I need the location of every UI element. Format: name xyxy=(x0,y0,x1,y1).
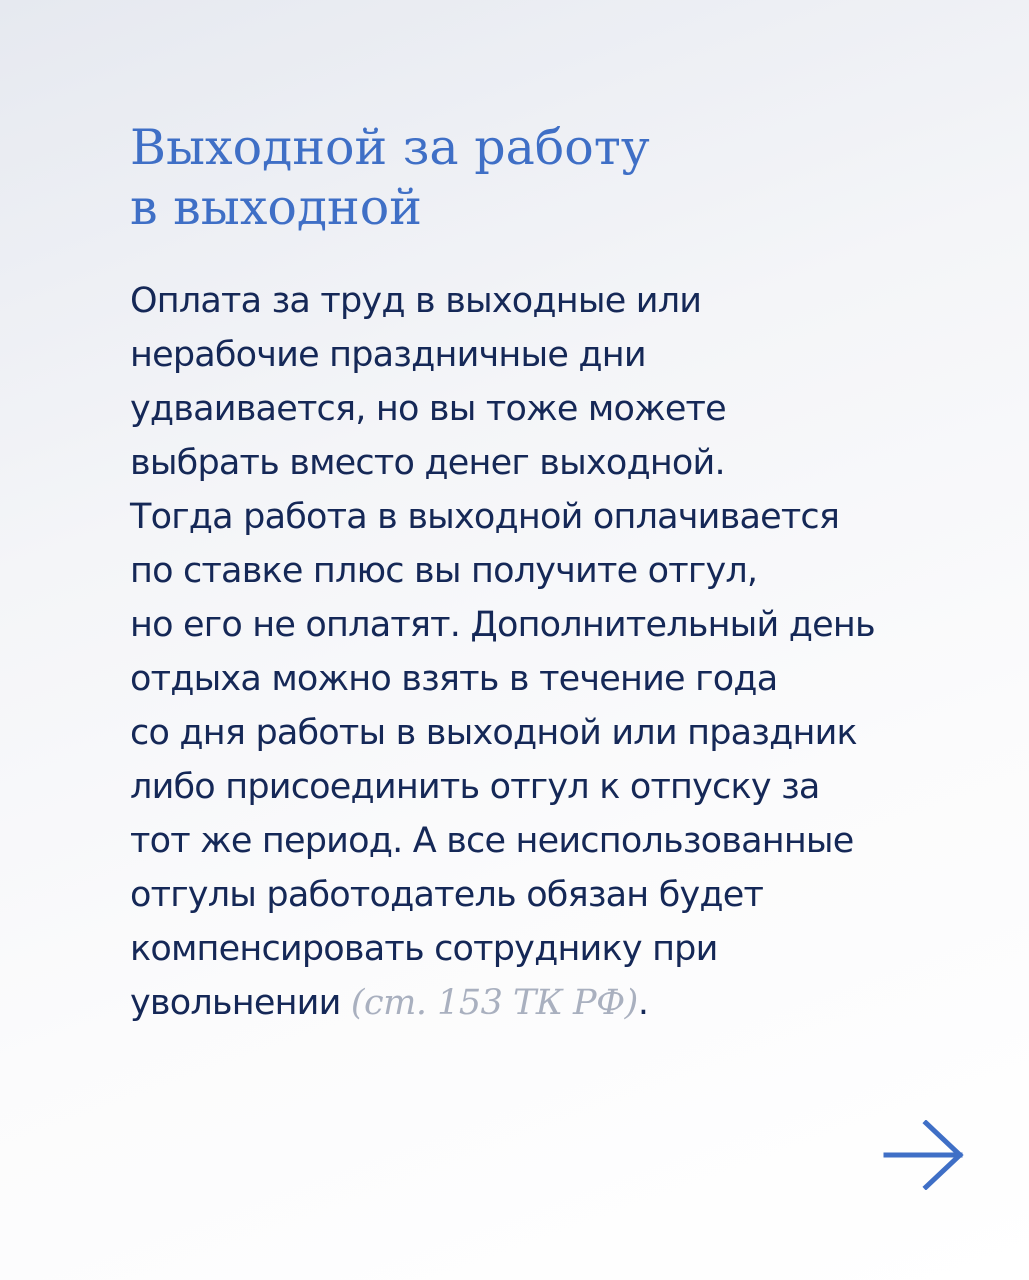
body-last-text: увольнении xyxy=(130,983,351,1023)
body-line: нерабочие праздничные дни xyxy=(130,335,646,375)
body-line: компенсировать сотруднику при xyxy=(130,929,718,969)
body-line: тот же период. А все неиспользованные xyxy=(130,821,854,861)
title-line-2: в выходной xyxy=(130,179,422,236)
title-line-1: Выходной за работу xyxy=(130,119,650,176)
arrow-right-icon xyxy=(880,1120,970,1190)
body-line: отгулы работодатель обязан будет xyxy=(130,875,764,915)
slide-title xyxy=(130,118,950,238)
body-line: со дня работы в выходной или праздник xyxy=(130,713,857,753)
body-line: по ставке плюс вы получите отгул, xyxy=(130,551,758,591)
body-line: удваивается, но вы тоже можете xyxy=(130,389,726,429)
body-line: отдыха можно взять в течение года xyxy=(130,659,778,699)
law-citation: (ст. 153 ТК РФ) xyxy=(350,983,638,1023)
body-line: но его не оплатят. Дополнительный день xyxy=(130,605,875,645)
body-line: выбрать вместо денег выходной. xyxy=(130,443,725,483)
body-line: Тогда работа в выходной оплачивается xyxy=(130,497,840,537)
body-paragraph xyxy=(130,274,990,1030)
body-last-line xyxy=(130,976,990,1030)
next-slide-button[interactable] xyxy=(880,1120,970,1190)
body-line: либо присоединить отгул к отпуску за xyxy=(130,767,820,807)
body-line: Оплата за труд в выходные или xyxy=(130,281,702,321)
body-last-period: . xyxy=(637,983,649,1023)
